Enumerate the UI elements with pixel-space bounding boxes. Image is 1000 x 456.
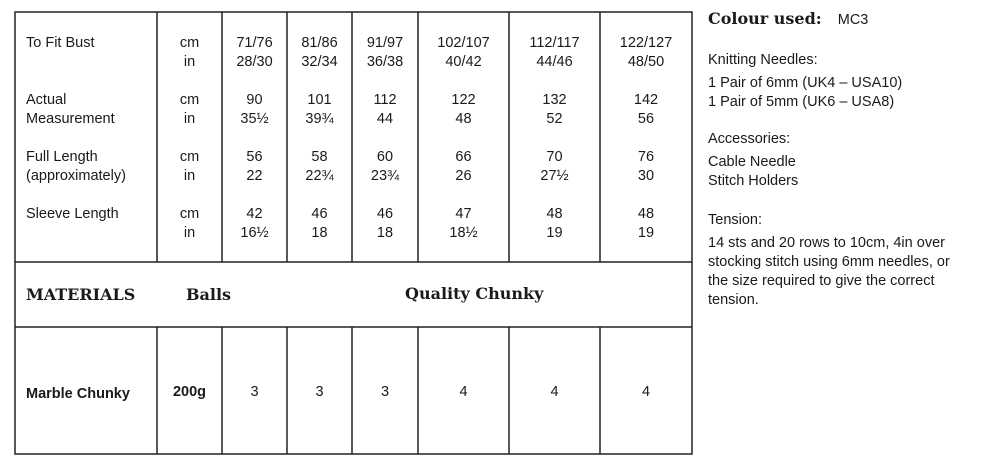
cell-value: 42 (246, 206, 263, 222)
cell-value: 19 (637, 225, 655, 241)
cell-value: 35½ (240, 111, 269, 127)
cell-value: 22¾ (305, 168, 334, 184)
balls-heading: Balls (186, 285, 232, 304)
cell-value: 18 (311, 225, 328, 241)
cell-value: 18½ (449, 225, 478, 241)
cell-value: 44 (376, 111, 394, 127)
cell-value: 122 (451, 92, 476, 108)
cell-value: 102/107 (437, 35, 490, 51)
tension-line: tension. (708, 292, 759, 308)
colour-label: Colour used: (708, 9, 822, 28)
needles-heading: Knitting Needles: (708, 52, 818, 68)
cell-value: 112/117 (529, 35, 580, 51)
row-label-measurement: Measurement (26, 111, 115, 127)
cell-value: 16½ (240, 225, 269, 241)
cell-value: 48/50 (627, 54, 665, 70)
row-label-actual: Actual (26, 92, 67, 108)
colour-value: MC3 (837, 12, 869, 28)
unit-in: in (183, 225, 196, 241)
accessory-item: Cable Needle (708, 154, 796, 170)
ball-count: 4 (550, 384, 559, 400)
cell-value: 66 (455, 149, 472, 165)
cell-value: 56 (637, 111, 655, 127)
cell-value: 30 (637, 168, 655, 184)
cell-value: 32/34 (301, 54, 338, 70)
unit-cm: cm (179, 149, 200, 165)
cell-value: 60 (376, 149, 394, 165)
cell-value: 27½ (540, 168, 569, 184)
cell-value: 44/46 (536, 54, 573, 70)
cell-value: 46 (311, 206, 328, 222)
accessory-item: Stitch Holders (708, 173, 799, 189)
needle-item: 1 Pair of 6mm (UK4 – USA10) (708, 75, 903, 91)
cell-value: 28/30 (236, 54, 273, 70)
cell-value: 39¾ (305, 111, 334, 127)
row-label-approximately: (approximately) (26, 168, 126, 184)
cell-value: 122/127 (619, 35, 673, 51)
unit-cm: cm (179, 206, 200, 222)
cell-value: 71/76 (236, 35, 273, 51)
cell-value: 112 (373, 92, 397, 108)
cell-value: 19 (546, 225, 563, 241)
quality-heading: Quality Chunky (405, 284, 544, 303)
row-label-to-fit-bust: To Fit Bust (26, 35, 95, 51)
cell-value: 81/86 (301, 35, 338, 51)
cell-value: 46 (376, 206, 394, 222)
cell-value: 101 (307, 92, 332, 108)
cell-value: 26 (455, 168, 472, 184)
tension-line: stocking stitch using 6mm needles, or (708, 254, 950, 270)
cell-value: 76 (637, 149, 655, 165)
tension-line: 14 sts and 20 rows to 10cm, 4in over (708, 235, 945, 251)
ball-count: 3 (380, 384, 390, 400)
cell-value: 52 (546, 111, 563, 127)
cell-value: 18 (376, 225, 394, 241)
unit-cm: cm (179, 35, 200, 51)
ball-count: 4 (641, 384, 651, 400)
cell-value: 90 (246, 92, 263, 108)
cell-value: 48 (637, 206, 655, 222)
cell-value: 48 (546, 206, 563, 222)
tension-line: the size required to give the correct (708, 273, 935, 289)
colour-used (708, 8, 868, 30)
cell-value: 40/42 (445, 54, 482, 70)
cell-value: 36/38 (366, 54, 404, 70)
cell-value: 47 (455, 206, 472, 222)
cell-value: 70 (546, 149, 563, 165)
cell-value: 56 (246, 149, 263, 165)
ball-count: 3 (250, 384, 259, 400)
unit-in: in (183, 168, 196, 184)
yarn-name: Marble Chunky (26, 386, 130, 402)
needle-item: 1 Pair of 5mm (UK6 – USA8) (708, 94, 895, 110)
unit-in: in (183, 111, 196, 127)
cell-value: 142 (633, 92, 659, 108)
ball-count: 4 (459, 384, 468, 400)
cell-value: 23¾ (370, 168, 400, 184)
row-label-sleeve-length: Sleeve Length (26, 206, 119, 222)
unit-cm: cm (179, 92, 200, 108)
accessories-heading: Accessories: (708, 131, 791, 147)
cell-value: 48 (455, 111, 472, 127)
tension-heading: Tension: (708, 212, 763, 228)
unit-in: in (183, 54, 196, 70)
cell-value: 132 (542, 92, 567, 108)
materials-heading: MATERIALS (26, 285, 136, 304)
yarn-weight: 200g (172, 384, 207, 400)
row-label-full-length: Full Length (26, 149, 98, 165)
cell-value: 58 (311, 149, 328, 165)
ball-count: 3 (315, 384, 324, 400)
cell-value: 22 (246, 168, 263, 184)
cell-value: 91/97 (366, 35, 404, 51)
